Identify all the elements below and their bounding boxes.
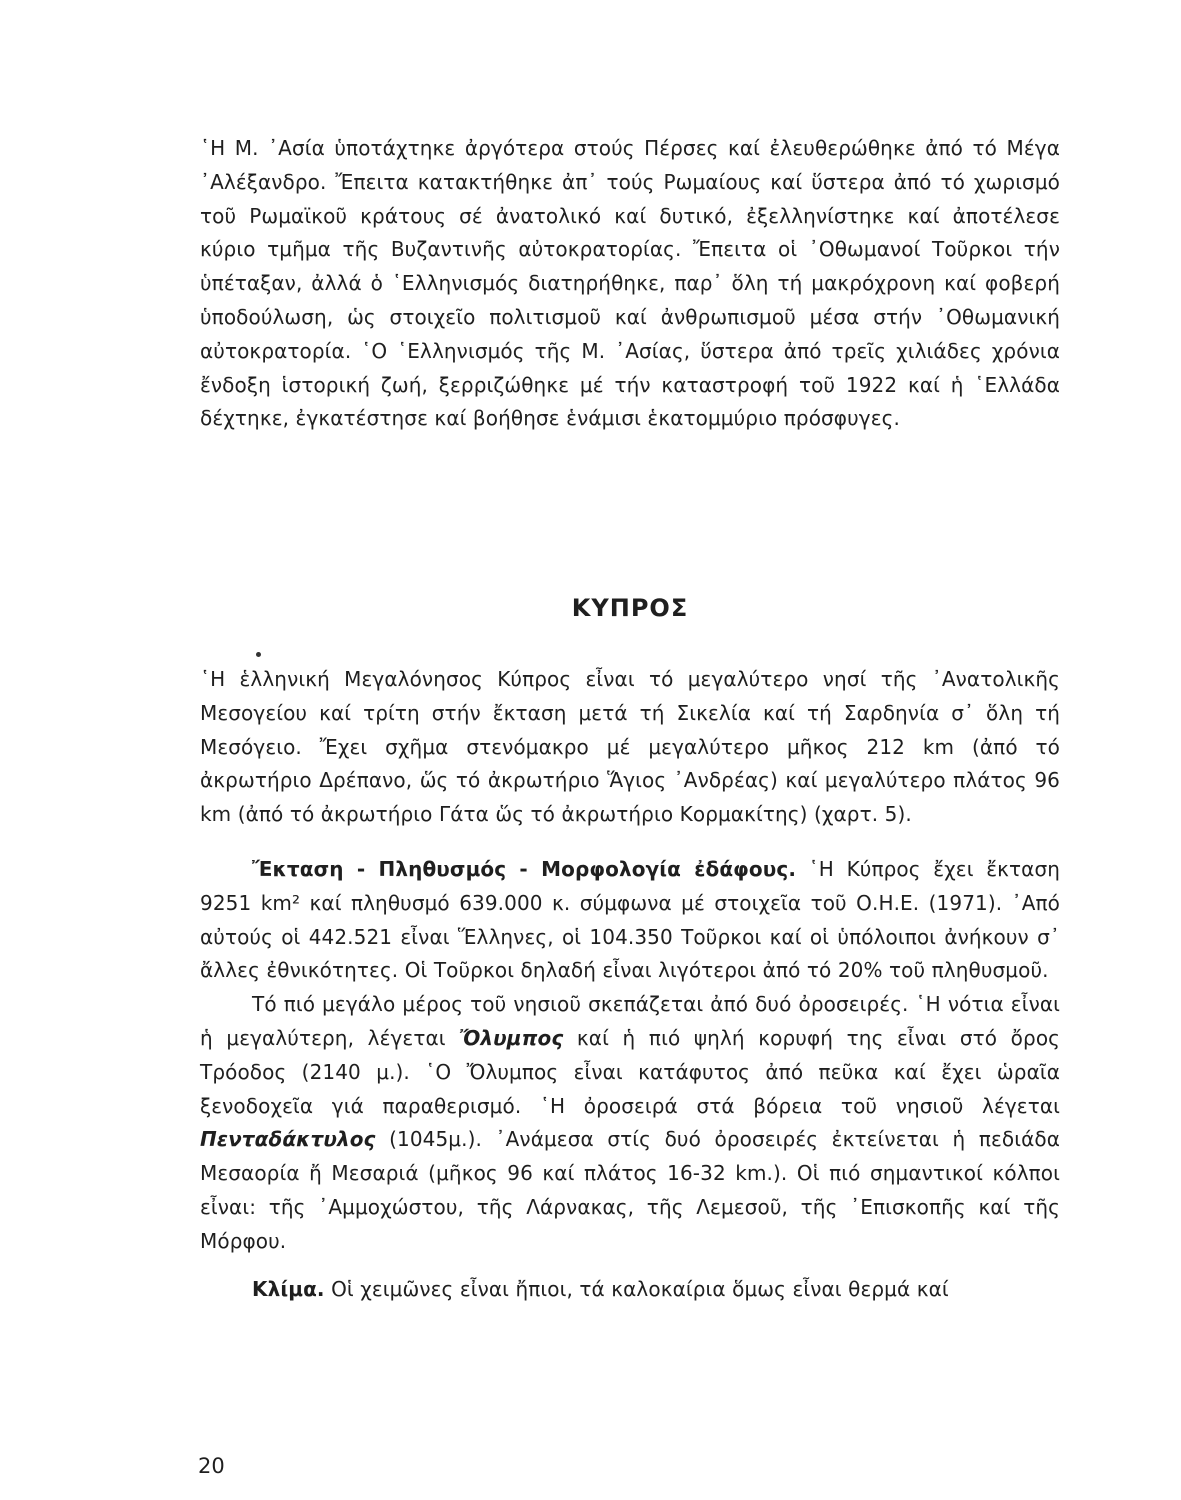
paragraph-intro: ῾Η ἑλληνική Μεγαλόνησος Κύπρος εἶναι τό μεγαλύτερο νησί τῆς ᾿Ανατολικῆς Μεσογείου καί τρίτη στήν ἔκταση μετά τή Σικελία καί τή Σαρδηνία σ᾿ ὅλη τή Μεσόγειο. Ἔχει σχῆμα στενόμακρο μέ μεγαλύτερο μῆκος 212 km (ἀπό τό ἀκρωτήριο Δρέπανο, ὥς τό ἀκρωτήριο Ἅγιος ᾿Ανδρέας) καί μεγαλύτερο πλάτος 96 km (ἀπό τό ἀκρωτήριο Γάτα ὥς τό ἀκρωτήριο Κορμακίτης) (χαρτ. 5). <box>200 667 1060 827</box>
olympus-term: Ὄλυμπος <box>459 1025 564 1050</box>
paragraph-asia-minor: ῾Η Μ. ᾿Ασία ὑποτάχτηκε ἀργότερα στούς Πέρσες καί ἐλευθερώθηκε ἀπό τό Μέγα ᾿Αλέξανδρο. Ἔπειτα κατακτήθηκε ἀπ᾿ τούς Ρωμαίους καί ὕστερα ἀπό τό χωρισμό τοῦ Ρωμαϊκοῦ κράτους σέ ἀνατολικό καί δυτικό, ἐξελληνίστηκε καί ἀποτέλεσε κύριο τμῆμα τῆς Βυζαντινῆς αὐτοκρατορίας. Ἔπειτα οἱ ᾿Οθωμανοί Τοῦρκοι τήν ὑπέταξαν, ἀλλά ὁ ῾Ελληνισμός διατηρήθηκε, παρ᾿ ὅλη τή μακρόχρονη καί φοβερή ὑποδούλωση, ὡς στοιχεῖο πολιτισμοῦ καί ἀνθρωπισμοῦ μέσα στήν ᾿Οθωμανική αὐτοκρατορία. ῾Ο ῾Ελληνισμός τῆς Μ. ᾿Ασίας, ὕστερα ἀπό τρεῖς χιλιάδες χρόνια ἔνδοξη ἱστορική ζωή, ξερριζώθηκε μέ τήν καταστροφή τοῦ 1922 καί ἡ ῾Ελλάδα δέχτηκε, ἐγκατέστησε καί βοήθησε ἑνάμισι ἑκατομμύριο πρόσφυγες. <box>200 136 1060 431</box>
mountains-text-1: Τό πιό μεγάλο μέρος τοῦ νησιοῦ σκεπάζεται ἀπό δυό ὀροσειρές. ῾Η νότια εἶναι ἡ μεγαλύτερη, λέγεται <box>200 992 1060 1050</box>
paragraph-area-population <box>200 853 1060 988</box>
ink-dot <box>256 652 261 657</box>
area-population-lead: Ἔκταση - Πληθυσμός - Μορφολογία ἐδάφους. <box>252 856 797 881</box>
mountains-text-3: (1045μ.). ᾿Ανάμεσα στίς δυό ὀροσειρές ἐκτείνεται ἡ πεδιάδα Μεσαορία ἤ Μεσαριά (μῆκος 96 καί πλάτος 16-32 km.). Οἱ πιό σημαντικοί κόλποι εἶναι: τῆς ᾿Αμμοχώστου, τῆς Λάρνακας, τῆς Λεμεσοῦ, τῆς ᾿Επισκοπῆς καί τῆς Μόρφου. <box>200 1127 1060 1253</box>
section-title: ΚΥΠΡΟΣ <box>571 594 689 622</box>
page-number: 20 <box>198 1454 225 1478</box>
area-population-text: ῾Η Κύπρος ἔχει ἔκταση 9251 km² καί πληθυσμό 639.000 κ. σύμφωνα μέ στοιχεῖα τοῦ Ο.Η.Ε. (1971). ᾿Από αὐτούς οἱ 442.521 εἶναι Ἕλληνες, οἱ 104.350 Τοῦρκοι καί οἱ ὑπόλοιποι ἀνήκουν σ᾿ ἄλλες ἐθνικότητες. Οἱ Τοῦρκοι δηλαδή εἶναι λιγότεροι ἀπό τό 20% τοῦ πληθυσμοῦ. <box>200 856 1060 983</box>
cyprus-body <box>200 663 1060 1306</box>
paragraph-asia-minor-block <box>200 132 1060 436</box>
paragraph-climate <box>200 1273 1060 1307</box>
pentadaktylos-term: Πενταδάκτυλος <box>200 1127 376 1152</box>
climate-lead: Κλίμα. <box>252 1276 325 1301</box>
mountains-text-2: καί ἡ πιό ψηλή κορυφή της εἶναι στό ὄρος Τρόοδος (2140 μ.). ῾Ο Ὄλυμπος εἶναι κατάφυτος ἀπό πεῦκα καί ἔχει ὡραῖα ξενοδοχεῖα γιά παραθερισμό. ῾Η ὀροσειρά στά βόρεια τοῦ νησιοῦ λέγεται <box>200 1025 1060 1118</box>
climate-text: Οἱ χειμῶνες εἶναι ἤπιοι, τά καλοκαίρια ὅμως εἶναι θερμά καί <box>324 1276 949 1301</box>
paragraph-mountains <box>200 988 1060 1258</box>
